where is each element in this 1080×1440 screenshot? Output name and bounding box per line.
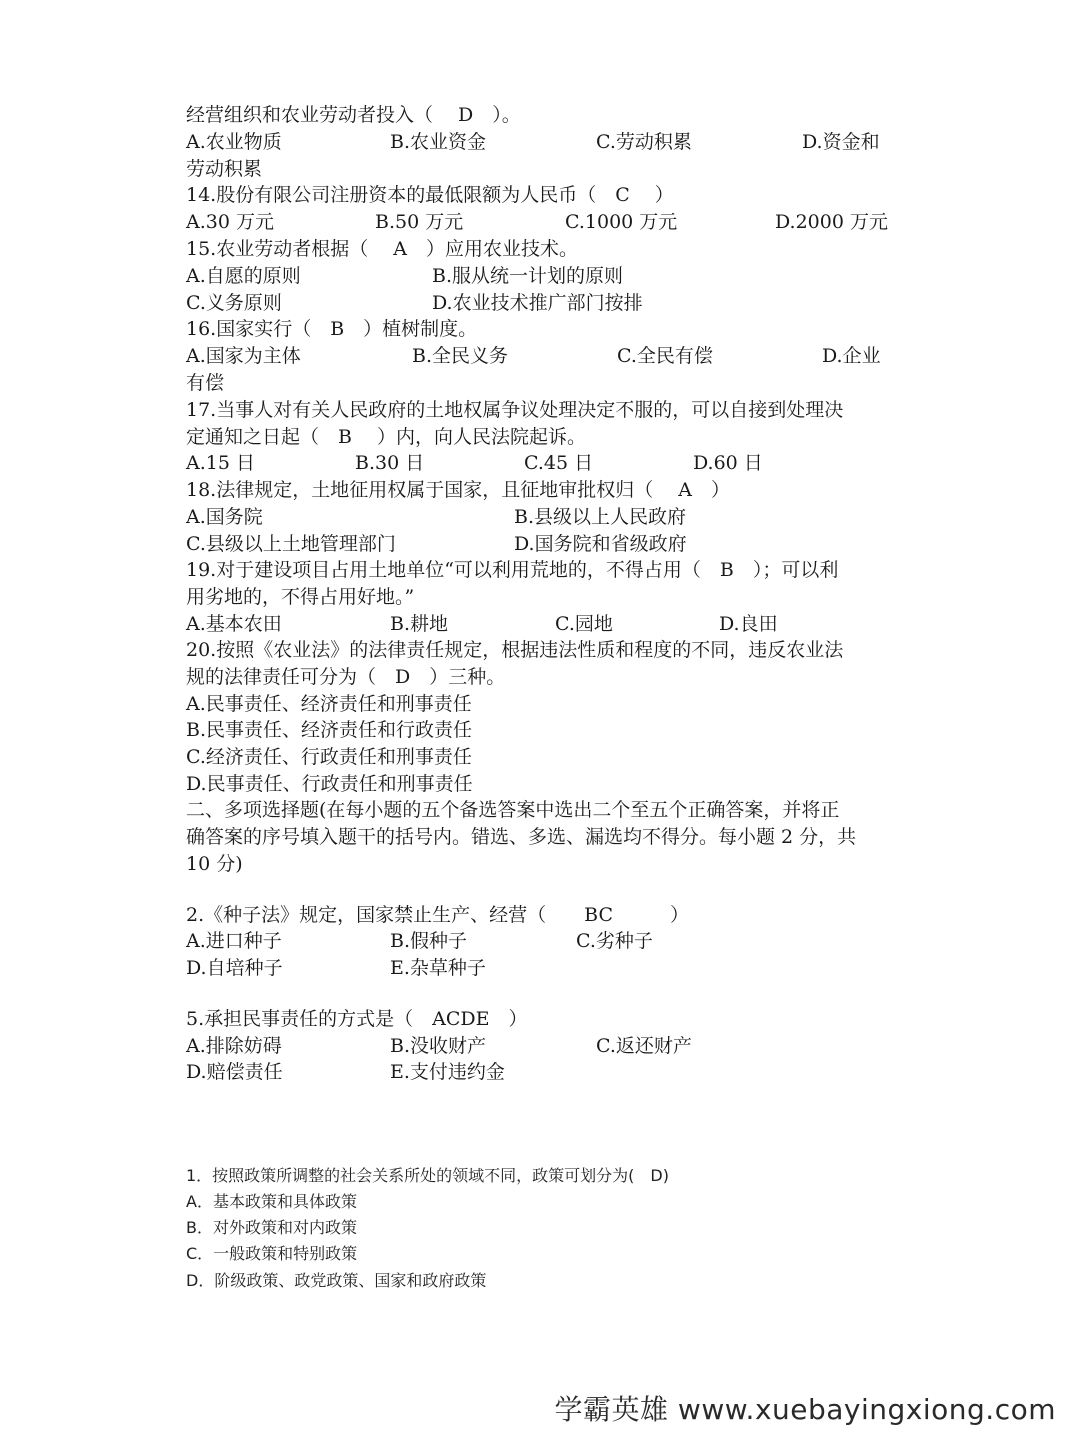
section-heading-line3: 10 分): [186, 853, 243, 875]
question-17-stem-line2: 定通知之日起（ B ）内，向人民法院起诉。: [186, 426, 587, 448]
option-b: B.服从统一计划的原则: [432, 265, 624, 287]
multi-question-5-stem: 5.承担民事责任的方式是（ ACDE ）: [186, 1008, 528, 1030]
option-c: C.义务原则: [186, 292, 282, 314]
multi-question-2-stem: 2.《种子法》规定，国家禁止生产、经营（ BC ）: [186, 904, 689, 926]
option-e: E.支付违约金: [390, 1061, 505, 1083]
option-d: D.60 日: [693, 452, 763, 474]
site-watermark: 学霸英雄 www.xuebayingxiong.com: [554, 1393, 1056, 1426]
option-c: C.全民有偿: [617, 345, 713, 367]
option-a: A．基本政策和具体政策: [186, 1192, 357, 1211]
option-b: B.民事责任、经济责任和行政责任: [186, 719, 473, 741]
option-c: C.劣种子: [576, 930, 653, 952]
question-19-stem-line2: 用劣地的，不得占用好地。”: [186, 586, 415, 608]
option-a: A.民事责任、经济责任和刑事责任: [186, 693, 472, 715]
option-c: C.经济责任、行政责任和刑事责任: [186, 746, 472, 768]
option-c: C.45 日: [524, 452, 594, 474]
question-20-stem-line1: 20.按照《农业法》的法律责任规定，根据违法性质和程度的不同，违反农业法: [186, 639, 844, 661]
question-19-stem-line1: 19.对于建设项目占用土地单位“可以利用荒地的，不得占用（ B ）；可以利: [186, 559, 839, 581]
option-b: B.30 日: [355, 452, 425, 474]
option-b: B.全民义务: [412, 345, 509, 367]
option-a: A.30 万元: [186, 211, 274, 233]
question-stem: 经营组织和农业劳动者投入（ D ）。: [186, 104, 521, 126]
option-d-continued: 劳动积累: [186, 158, 263, 180]
policy-question-1-stem: 1．按照政策所调整的社会关系所处的领域不同，政策可划分为( D): [186, 1166, 669, 1185]
option-c: C.1000 万元: [565, 211, 678, 233]
question-14-stem: 14.股份有限公司注册资本的最低限额为人民币（ C ）: [186, 184, 674, 206]
option-b: B.50 万元: [375, 211, 464, 233]
question-18-stem: 18.法律规定，土地征用权属于国家，且征地审批权归（ A ）: [186, 479, 730, 501]
question-15-stem: 15.农业劳动者根据（ A ）应用农业技术。: [186, 238, 578, 260]
question-17-stem-line1: 17.当事人对有关人民政府的土地权属争议处理决定不服的，可以自接到处理决: [186, 399, 844, 421]
option-b: B．对外政策和对内政策: [186, 1218, 357, 1237]
section-heading-line2: 确答案的序号填入题干的括号内。错选、多选、漏选均不得分。每小题 2 分，共: [186, 826, 857, 848]
option-b: B.假种子: [390, 930, 468, 952]
option-d: D.2000 万元: [775, 211, 888, 233]
option-b: B.农业资金: [390, 131, 487, 153]
option-e: E.杂草种子: [390, 957, 486, 979]
option-c: C.园地: [555, 613, 613, 635]
option-d: D.农业技术推广部门按排: [432, 292, 643, 314]
option-a: A.国务院: [186, 506, 263, 528]
option-a: A.进口种子: [186, 930, 282, 952]
option-d: D.国务院和省级政府: [514, 533, 687, 555]
option-d: D.良田: [719, 613, 778, 635]
question-16-stem: 16.国家实行（ B ）植树制度。: [186, 318, 478, 340]
option-d: D.企业: [822, 345, 881, 367]
option-b: B.耕地: [390, 613, 449, 635]
option-a: A.排除妨碍: [186, 1035, 282, 1057]
option-a: A.15 日: [186, 452, 255, 474]
option-d: D.民事责任、行政责任和刑事责任: [186, 773, 473, 795]
option-b: B.没收财产: [390, 1035, 487, 1057]
option-d: D.赔偿责任: [186, 1061, 283, 1083]
question-20-stem-line2: 规的法律责任可分为（ D ）三种。: [186, 666, 506, 688]
option-d-continued: 有偿: [186, 372, 225, 394]
option-d: D．阶级政策、政党政策、国家和政府政策: [186, 1271, 487, 1290]
option-b: B.县级以上人民政府: [514, 506, 687, 528]
option-d: D.自培种子: [186, 957, 283, 979]
option-c: C.返还财产: [596, 1035, 692, 1057]
option-a: A.自愿的原则: [186, 265, 301, 287]
option-c: C.劳动积累: [596, 131, 692, 153]
option-a: A.国家为主体: [186, 345, 301, 367]
option-a: A.基本农田: [186, 613, 282, 635]
option-c: C．一般政策和特别政策: [186, 1244, 358, 1263]
option-c: C.县级以上土地管理部门: [186, 533, 396, 555]
section-heading-line1: 二、多项选择题(在每小题的五个备选答案中选出二个至五个正确答案，并将正: [186, 799, 840, 821]
option-a: A.农业物质: [186, 131, 282, 153]
option-d: D.资金和: [802, 131, 880, 153]
